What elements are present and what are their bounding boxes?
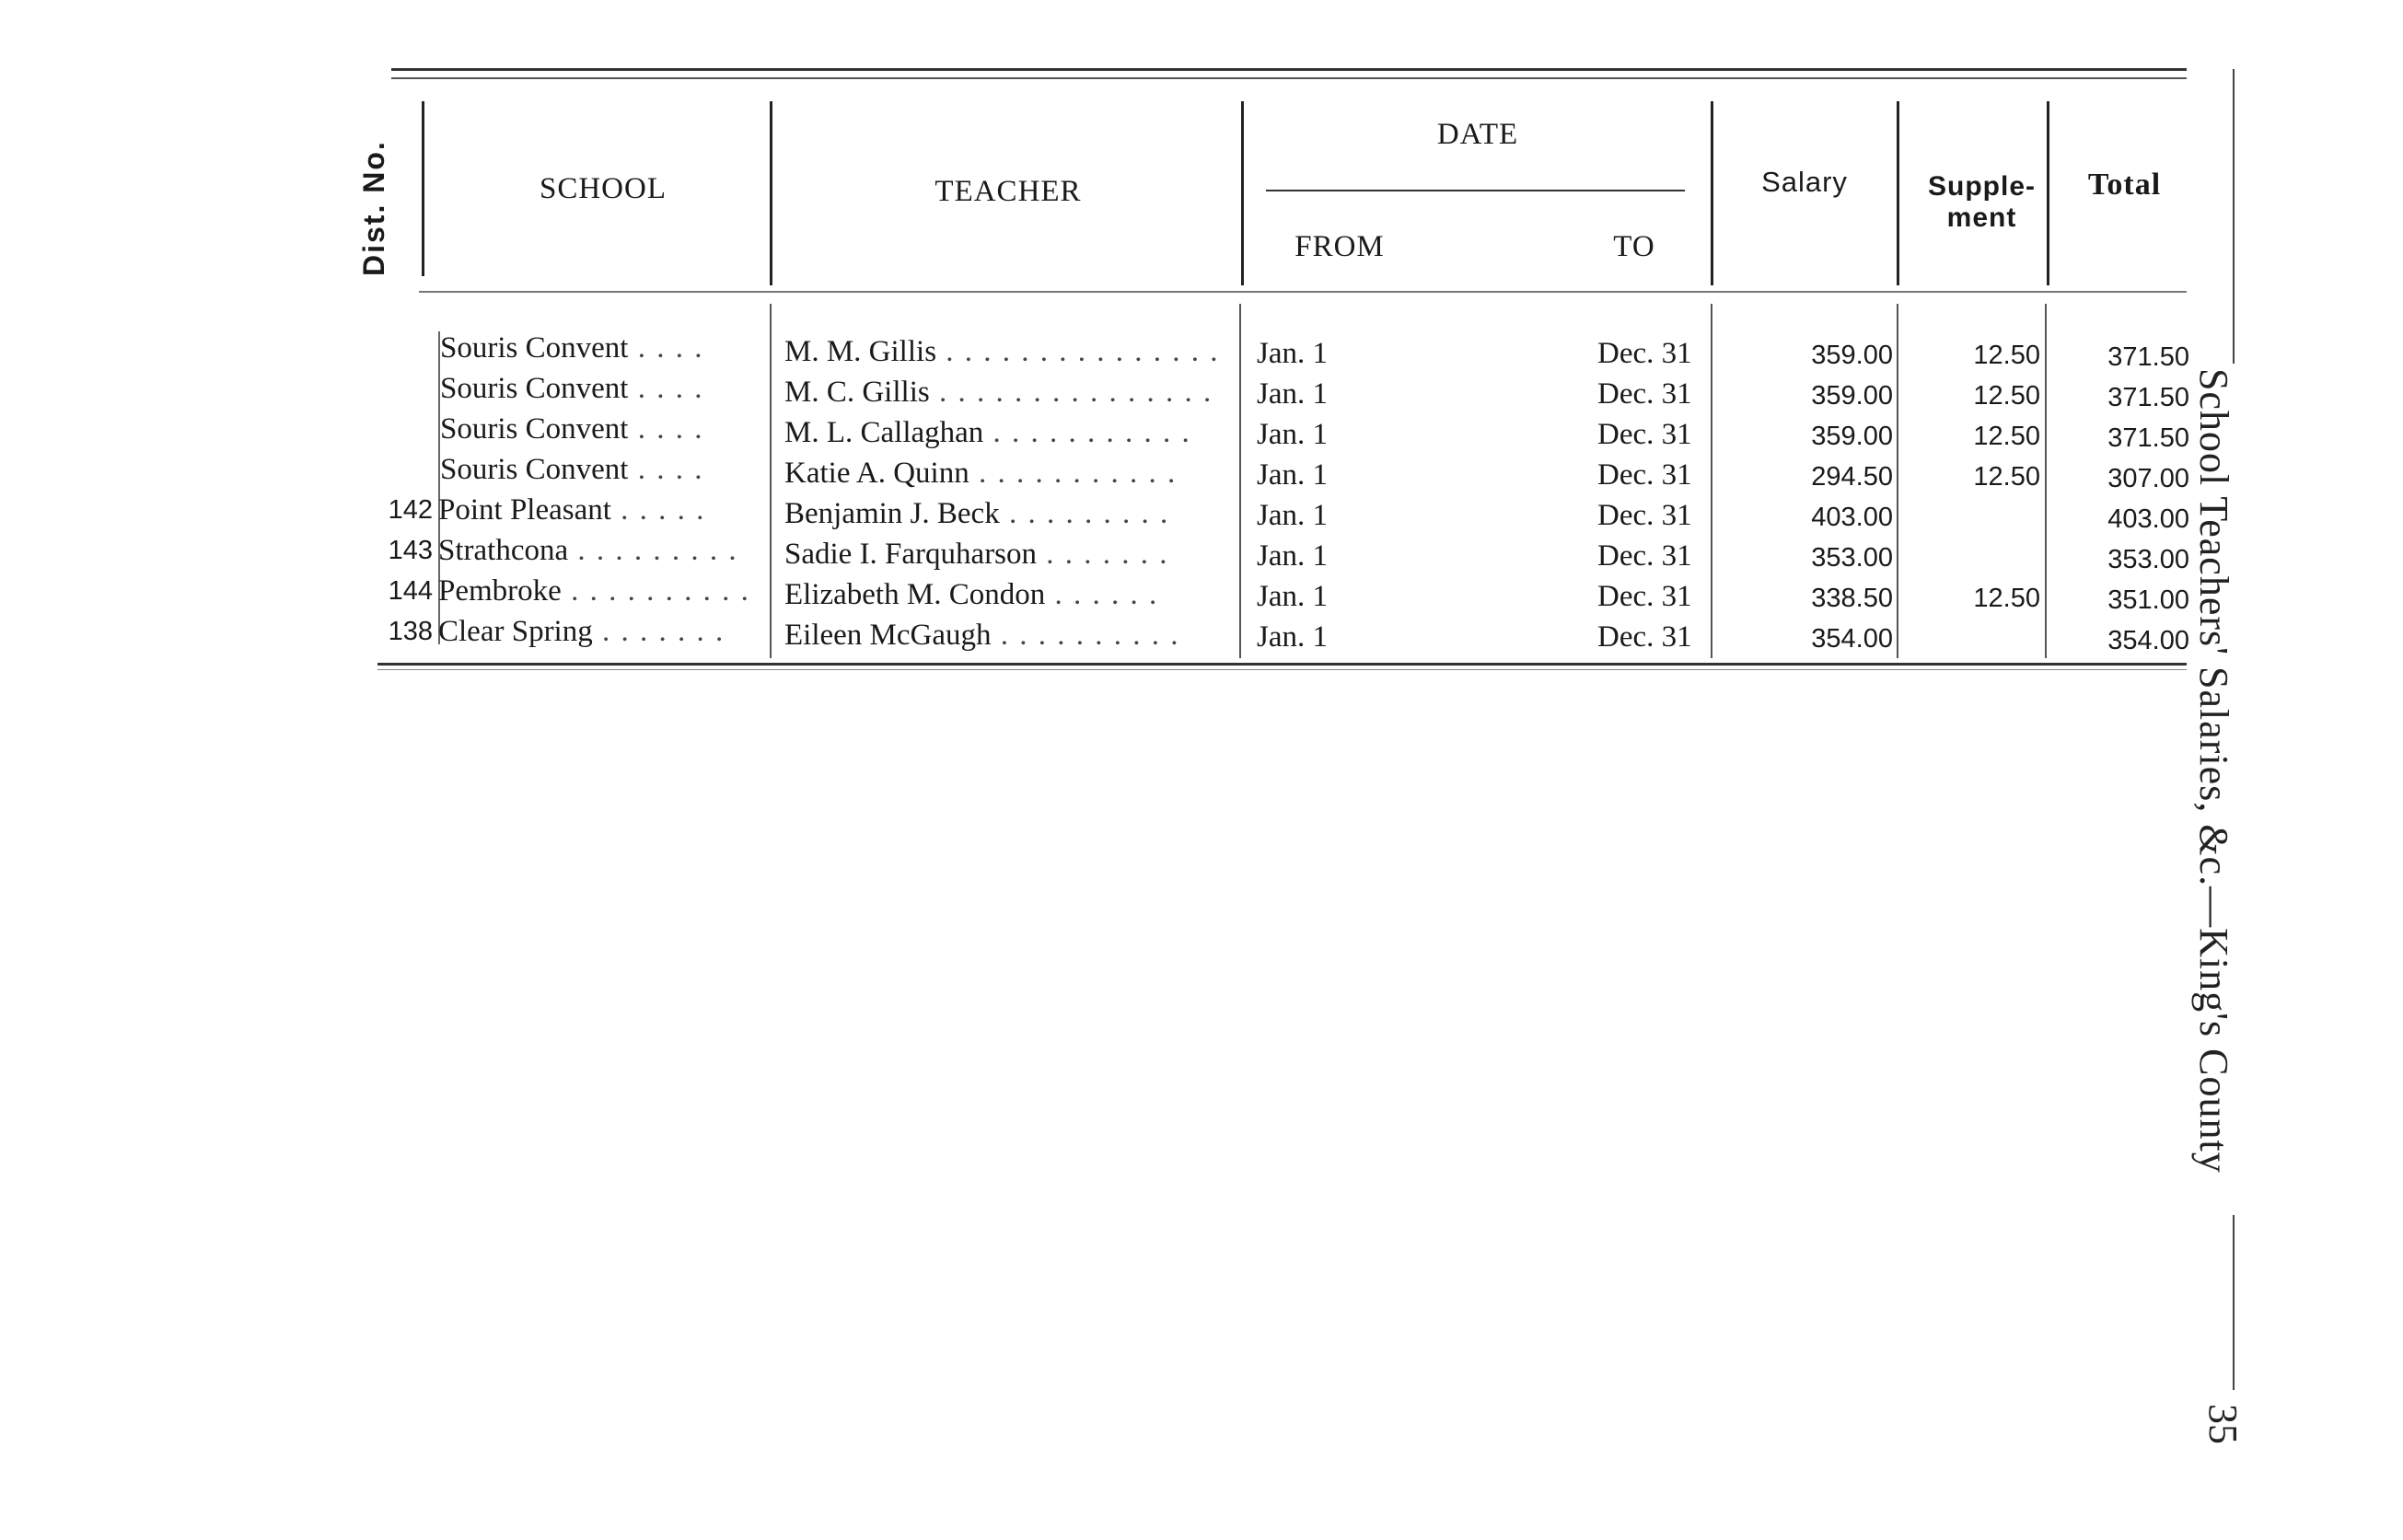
- col-line: [2047, 101, 2049, 285]
- school-cell: Pembroke . . . . . . . . . .: [438, 574, 750, 608]
- col-line: [1239, 304, 1241, 658]
- header-supplement-1: Supple-: [1928, 171, 2036, 202]
- salary-cell: 359.00: [1811, 422, 1893, 451]
- dist-cell: 138: [388, 617, 433, 646]
- col-line: [1711, 304, 1712, 658]
- from-cell: Jan. 1: [1257, 620, 1328, 654]
- page-number: 35: [2200, 1404, 2246, 1444]
- to-cell: Dec. 31: [1597, 499, 1692, 532]
- from-cell: Jan. 1: [1257, 418, 1328, 451]
- to-cell: Dec. 31: [1597, 377, 1692, 411]
- col-line: [422, 101, 424, 276]
- salary-cell: 359.00: [1811, 341, 1893, 370]
- salary-cell: 354.00: [1811, 624, 1893, 654]
- total-cell: 354.00: [2107, 626, 2189, 655]
- to-cell: Dec. 31: [1597, 620, 1692, 654]
- header-dist-no: Dist. No.: [357, 140, 390, 276]
- running-title: School Teachers' Salaries, &c.—King's County: [2191, 368, 2236, 1174]
- school-cell: Souris Convent . . . .: [440, 331, 704, 365]
- school-cell: Souris Convent . . . .: [440, 453, 704, 486]
- to-cell: Dec. 31: [1597, 337, 1692, 370]
- from-cell: Jan. 1: [1257, 337, 1328, 370]
- total-cell: 353.00: [2107, 545, 2189, 574]
- salary-cell: 403.00: [1811, 503, 1893, 532]
- supplement-cell: 12.50: [1973, 584, 2040, 613]
- col-line: [1897, 304, 1898, 658]
- side-rule-top: [2233, 69, 2235, 364]
- header-teacher: TEACHER: [934, 175, 1082, 208]
- header-supplement-2: ment: [1946, 203, 2017, 233]
- col-line: [2045, 304, 2047, 658]
- header-school: SCHOOL: [539, 172, 668, 205]
- dist-cell: 144: [388, 576, 433, 606]
- to-cell: Dec. 31: [1597, 458, 1692, 492]
- supplement-cell: 12.50: [1973, 422, 2040, 451]
- total-cell: 307.00: [2107, 464, 2189, 493]
- total-cell: 371.50: [2107, 342, 2189, 372]
- school-cell: Clear Spring . . . . . . .: [438, 615, 726, 648]
- total-cell: 351.00: [2107, 585, 2189, 615]
- from-cell: Jan. 1: [1257, 458, 1328, 492]
- to-cell: Dec. 31: [1597, 539, 1692, 573]
- header-salary: Salary: [1761, 166, 1848, 198]
- supplement-cell: 12.50: [1973, 462, 2040, 492]
- col-line: [1711, 101, 1713, 285]
- salary-cell: 359.00: [1811, 381, 1893, 411]
- date-divider: [1266, 190, 1685, 191]
- header-from: FROM: [1294, 230, 1385, 263]
- bottom-rule: [377, 663, 2187, 666]
- header-date: DATE: [1436, 118, 1519, 151]
- bottom-rule-thin: [377, 669, 2187, 670]
- from-cell: Jan. 1: [1257, 580, 1328, 613]
- supplement-cell: 12.50: [1973, 381, 2040, 411]
- school-cell: Strathcona . . . . . . . . .: [438, 534, 738, 567]
- from-cell: Jan. 1: [1257, 377, 1328, 411]
- col-line: [1897, 101, 1899, 285]
- col-line: [1241, 101, 1244, 285]
- dist-cell: 142: [388, 495, 433, 525]
- top-rule: [391, 68, 2187, 71]
- header-to: TO: [1613, 230, 1655, 263]
- teacher-cell: M. L. Callaghan . . . . . . . . . . .: [784, 416, 1191, 449]
- total-cell: 403.00: [2107, 504, 2189, 534]
- total-cell: 371.50: [2107, 423, 2189, 453]
- header-total: Total: [2087, 168, 2162, 202]
- teacher-cell: Sadie I. Farquharson . . . . . . .: [784, 538, 1169, 571]
- col-line: [770, 304, 772, 658]
- teacher-cell: M. C. Gillis . . . . . . . . . . . . . . .: [784, 376, 1213, 409]
- teacher-cell: M. M. Gillis . . . . . . . . . . . . . . .: [784, 335, 1220, 368]
- from-cell: Jan. 1: [1257, 539, 1328, 573]
- side-rule-bottom: [2233, 1215, 2235, 1390]
- from-cell: Jan. 1: [1257, 499, 1328, 532]
- teacher-cell: Elizabeth M. Condon . . . . . .: [784, 578, 1159, 611]
- school-cell: Souris Convent . . . .: [440, 372, 704, 405]
- col-line: [770, 101, 772, 285]
- school-cell: Point Pleasant . . . . .: [438, 493, 706, 527]
- header-bottom-rule: [419, 291, 2187, 293]
- total-cell: 371.50: [2107, 383, 2189, 412]
- to-cell: Dec. 31: [1597, 580, 1692, 613]
- salary-cell: 338.50: [1811, 584, 1893, 613]
- school-cell: Souris Convent . . . .: [440, 412, 704, 446]
- salary-cell: 353.00: [1811, 543, 1893, 573]
- dist-cell: 143: [388, 536, 433, 565]
- teacher-cell: Benjamin J. Beck . . . . . . . . .: [784, 497, 1170, 530]
- salary-cell: 294.50: [1811, 462, 1893, 492]
- supplement-cell: 12.50: [1973, 341, 2040, 370]
- teacher-cell: Eileen McGaugh . . . . . . . . . .: [784, 619, 1180, 652]
- teacher-cell: Katie A. Quinn . . . . . . . . . . .: [784, 457, 1178, 490]
- top-rule-thin: [391, 77, 2187, 79]
- to-cell: Dec. 31: [1597, 418, 1692, 451]
